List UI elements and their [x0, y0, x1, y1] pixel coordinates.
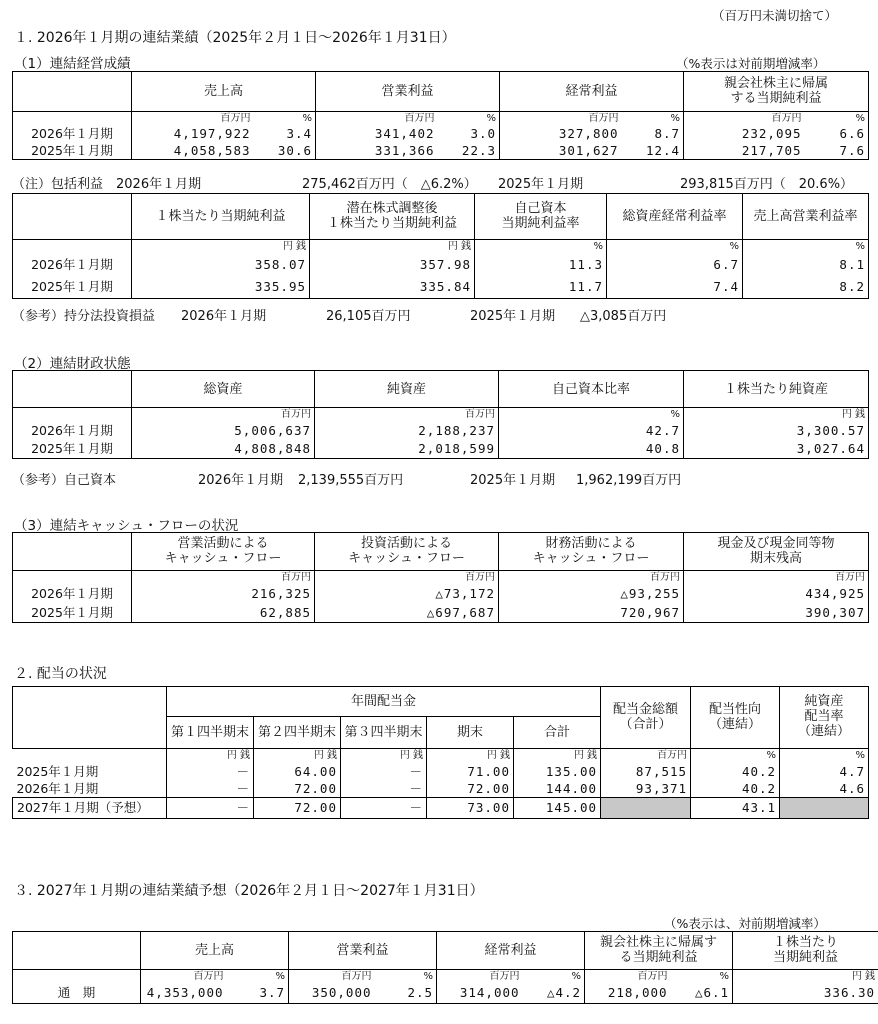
unit-cell: 百万円 [316, 112, 438, 126]
header-financing-cf: 財務活動による キャッシュ・フロー [499, 533, 684, 571]
unit-cell: % [607, 240, 743, 255]
value-cell: △93,255 [499, 585, 684, 604]
value-cell: 331,366 [316, 143, 438, 160]
header-operating-cf: 営業活動による キャッシュ・フロー [132, 533, 315, 571]
unit-cell: 百万円 [315, 408, 499, 423]
value-cell: 5,006,637 [132, 423, 315, 441]
header-net-income: 親会社株主に帰属 する当期純利益 [684, 72, 869, 112]
unit-note: （百万円未満切捨て） [712, 8, 838, 23]
forecast-pct-note: （%表示は、対前期増減率） [664, 916, 826, 931]
value-cell: 3,027.64 [684, 441, 869, 459]
dividends-title: ２. 配当の状況 [14, 666, 107, 682]
unit-cell: 円 銭 [341, 749, 427, 764]
value-cell: 357.98 [310, 255, 475, 277]
value-cell: 7.6 [805, 143, 869, 160]
value-cell: 43.1 [691, 798, 780, 819]
value-cell: 434,925 [684, 585, 869, 604]
row-label: 2027年１月期（予想） [13, 798, 167, 819]
unit-cell: % [743, 240, 869, 255]
comprehensive-income-2025: 293,815百万円（ 20.6%） [680, 177, 854, 192]
pct-note: （%表示は対前期増減率） [676, 56, 826, 71]
row-label: 2026年１月期 [13, 585, 132, 604]
header-cash-balance: 現金及び現金同等物 期末残高 [684, 533, 869, 571]
value-cell: 4.7 [780, 764, 869, 781]
unit-cell: % [475, 240, 607, 255]
unit-cell: % [780, 749, 869, 764]
value-cell: 720,967 [499, 604, 684, 623]
row-label: 2026年１月期 [13, 255, 132, 277]
header-diluted-eps: 潜在株式調整後 １株当たり当期純利益 [310, 194, 475, 240]
unit-cell: 円 銭 [254, 749, 341, 764]
unit-cell: 百万円 [132, 408, 315, 423]
corner-cell [13, 371, 132, 408]
forecast-title: ３. 2027年１月期の連結業績予想（2026年２月１日～2027年１月31日） [14, 883, 484, 899]
value-cell: 4.6 [780, 781, 869, 798]
header-operating-income: 営業利益 [316, 72, 500, 112]
value-cell: 6.6 [805, 126, 869, 143]
header-q3: 第３四半期末 [341, 717, 427, 749]
value-cell: 4,058,583 [132, 143, 254, 160]
table-row [13, 255, 869, 277]
value-cell: 4,353,000 [141, 984, 227, 1004]
comprehensive-income-2026: 275,462百万円（ △6.2%） [302, 177, 477, 192]
forecast-header-operating-income: 営業利益 [289, 932, 437, 970]
value-cell: 8.2 [743, 277, 869, 299]
value-cell: － [341, 798, 427, 819]
value-cell: 216,325 [132, 585, 315, 604]
unit-cell: 百万円 [437, 970, 523, 984]
value-cell: － [341, 781, 427, 798]
header-q2: 第２四半期末 [254, 717, 341, 749]
unit-cell: % [275, 970, 286, 982]
header-q1: 第１四半期末 [167, 717, 254, 749]
header-doe: 純資産 配当率 （連結） [780, 687, 869, 749]
equity-ref-label: （参考）自己資本 [12, 473, 117, 488]
forecast-table [12, 931, 878, 1004]
row-label: 通 期 [13, 984, 141, 1004]
unit-cell: 円 銭 [733, 970, 878, 984]
value-cell: △697,687 [315, 604, 499, 623]
header-roa: 総資産経常利益率 [607, 194, 743, 240]
value-cell: 72.00 [254, 798, 341, 819]
corner-cell [13, 194, 132, 240]
corner-cell [13, 533, 132, 571]
table-row [13, 441, 869, 459]
table-row [13, 764, 869, 781]
unit-cell: 百万円 [289, 970, 375, 984]
unit-cell: 百万円 [132, 112, 254, 126]
value-cell: 62,885 [132, 604, 315, 623]
value-cell: △6.1 [671, 984, 733, 1004]
corner-cell [13, 687, 167, 749]
value-cell: 64.00 [254, 764, 341, 781]
value-cell: 358.07 [132, 255, 310, 277]
value-cell: 390,307 [684, 604, 869, 623]
value-cell: － [167, 764, 254, 781]
value-cell: 8.7 [654, 125, 681, 141]
unit-cell: 百万円 [684, 112, 805, 126]
unit-cell: 円 銭 [427, 749, 514, 764]
value-cell: － [167, 798, 254, 819]
value-cell: － [341, 764, 427, 781]
unit-cell: % [805, 112, 869, 126]
value-cell: 40.8 [499, 441, 684, 459]
header-total-assets: 総資産 [132, 371, 315, 408]
value-cell: 335.84 [310, 277, 475, 299]
value-cell: 11.3 [475, 255, 607, 277]
value-cell: 4,197,922 [132, 126, 254, 143]
unit-cell: % [719, 970, 730, 982]
unit-cell: 百万円 [684, 571, 869, 585]
header-year-end: 期末 [427, 717, 514, 749]
dividends-table [12, 686, 869, 819]
value-cell: 40.2 [691, 764, 780, 781]
value-cell: 218,000 [585, 984, 671, 1004]
header-total: 合計 [514, 717, 601, 749]
value-cell: 30.6 [254, 143, 316, 160]
section1-subtitle: （1）連結経営成績 [14, 56, 131, 72]
table-row [13, 984, 878, 1004]
header-annual-dividend: 年間配当金 [167, 687, 601, 717]
header-total-dividend: 配当金総額 （合計） [601, 687, 691, 749]
value-cell: 72.00 [254, 781, 341, 798]
row-label: 2025年１月期 [13, 143, 132, 160]
value-cell: 350,000 [289, 984, 375, 1004]
unit-cell: % [691, 749, 780, 764]
unit-cell: 円 銭 [310, 240, 475, 255]
value-cell: 341,402 [316, 126, 438, 143]
forecast-header-sales: 売上高 [141, 932, 289, 970]
unit-cell: % [499, 408, 684, 423]
comprehensive-income-label: （注）包括利益 2026年１月期 [12, 177, 202, 192]
row-label: 2025年１月期 [13, 277, 132, 299]
table-row [13, 423, 869, 441]
value-cell: 336.30 [733, 984, 878, 1004]
value-cell [780, 798, 869, 819]
value-cell: 2,188,237 [315, 423, 499, 441]
row-label: 2025年１月期 [13, 441, 132, 459]
equity-ref-2026: 2,139,555百万円 [298, 473, 404, 488]
table-row [13, 585, 869, 604]
value-cell: 335.95 [132, 277, 310, 299]
unit-cell: % [670, 112, 681, 124]
value-cell: 73.00 [427, 798, 514, 819]
unit-cell: % [486, 112, 497, 124]
equity-ref-2026-label: 2026年１月期 [198, 473, 284, 488]
value-cell: △73,172 [315, 585, 499, 604]
per-share-ratios-table [12, 193, 869, 299]
unit-cell: 百万円 [500, 112, 622, 126]
value-cell: 327,800 [500, 126, 622, 143]
value-cell [601, 798, 691, 819]
value-cell: 144.00 [514, 781, 601, 798]
value-cell: 87,515 [601, 764, 691, 781]
header-payout-ratio: 配当性向 （連結） [691, 687, 780, 749]
unit-cell: % [571, 970, 582, 982]
equity-method-2025-label: 2025年１月期 [470, 309, 556, 324]
unit-cell: 円 銭 [684, 408, 869, 423]
operating-results-table [12, 71, 869, 160]
value-cell: 71.00 [427, 764, 514, 781]
value-cell: 3.7 [227, 984, 289, 1004]
section1-title: １. 2026年１月期の連結業績（2025年２月１日～2026年１月31日） [14, 30, 456, 46]
forecast-header-eps: １株当たり 当期純利益 [733, 932, 878, 970]
table-row [13, 781, 869, 798]
row-label: 2025年１月期 [16, 763, 99, 779]
header-eps: １株当たり当期純利益 [132, 194, 310, 240]
equity-method-2025: △3,085百万円 [580, 309, 667, 324]
forecast-header-net-income: 親会社株主に帰属す る当期純利益 [585, 932, 733, 970]
table-row [13, 126, 869, 143]
unit-cell: 円 銭 [514, 749, 601, 764]
value-cell: 4,808,848 [132, 441, 315, 459]
value-cell: 2,018,599 [315, 441, 499, 459]
value-cell: 145.00 [514, 798, 601, 819]
equity-method-2026: 26,105百万円 [326, 309, 411, 324]
value-cell: 3,300.57 [684, 423, 869, 441]
header-roe: 自己資本 当期純利益率 [475, 194, 607, 240]
value-cell: 3.0 [470, 125, 497, 141]
corner-cell [13, 932, 141, 970]
row-label: 2026年１月期 [16, 780, 99, 796]
value-cell: 8.1 [743, 255, 869, 277]
value-cell: 72.00 [427, 781, 514, 798]
row-label: 2026年１月期 [13, 126, 132, 143]
value-cell: 232,095 [684, 126, 805, 143]
table-row [13, 277, 869, 299]
unit-cell: 円 銭 [167, 749, 254, 764]
value-cell: 3.4 [286, 125, 313, 141]
value-cell: 314,000 [437, 984, 523, 1004]
unit-cell: 百万円 [141, 970, 227, 984]
cash-flow-title: （3）連結キャッシュ・フローの状況 [14, 518, 239, 534]
value-cell: 22.3 [438, 143, 500, 160]
unit-cell: % [423, 970, 434, 982]
header-bps: １株当たり純資産 [684, 371, 869, 408]
header-investing-cf: 投資活動による キャッシュ・フロー [315, 533, 499, 571]
equity-ref-2025-label: 2025年１月期 [470, 473, 556, 488]
corner-cell [13, 72, 132, 112]
unit-cell: 百万円 [601, 749, 691, 764]
header-ordinary-income: 経常利益 [500, 72, 684, 112]
value-cell: 40.2 [691, 781, 780, 798]
row-label: 2025年１月期 [13, 604, 132, 623]
unit-cell: % [302, 112, 313, 124]
equity-ref-2025: 1,962,199百万円 [576, 473, 682, 488]
unit-cell: 百万円 [585, 970, 671, 984]
financial-position-table [12, 370, 869, 459]
financial-position-title: （2）連結財政状態 [14, 356, 131, 372]
value-cell: 12.4 [622, 143, 684, 160]
table-row [13, 798, 869, 819]
unit-cell: 百万円 [499, 571, 684, 585]
header-net-assets: 純資産 [315, 371, 499, 408]
unit-cell: 百万円 [315, 571, 499, 585]
unit-cell: 円 銭 [132, 240, 310, 255]
header-sales: 売上高 [132, 72, 316, 112]
header-operating-margin: 売上高営業利益率 [743, 194, 869, 240]
row-label: 2026年１月期 [13, 423, 132, 441]
value-cell: 2.5 [375, 984, 437, 1004]
value-cell: 135.00 [514, 764, 601, 781]
table-row [13, 604, 869, 623]
value-cell: △4.2 [523, 984, 585, 1004]
equity-method-label: （参考）持分法投資損益 2026年１月期 [12, 309, 267, 324]
forecast-header-ordinary-income: 経常利益 [437, 932, 585, 970]
value-cell: 93,371 [601, 781, 691, 798]
value-cell: 217,705 [684, 143, 805, 160]
header-equity-ratio: 自己資本比率 [499, 371, 684, 408]
value-cell: 7.4 [607, 277, 743, 299]
value-cell: 11.7 [475, 277, 607, 299]
cash-flow-table [12, 532, 869, 623]
unit-cell: 百万円 [132, 571, 315, 585]
value-cell: 42.7 [499, 423, 684, 441]
value-cell: － [167, 781, 254, 798]
value-cell: 6.7 [607, 255, 743, 277]
value-cell: 301,627 [500, 143, 622, 160]
table-row [13, 143, 869, 160]
comprehensive-income-2025-label: 2025年１月期 [498, 177, 584, 192]
